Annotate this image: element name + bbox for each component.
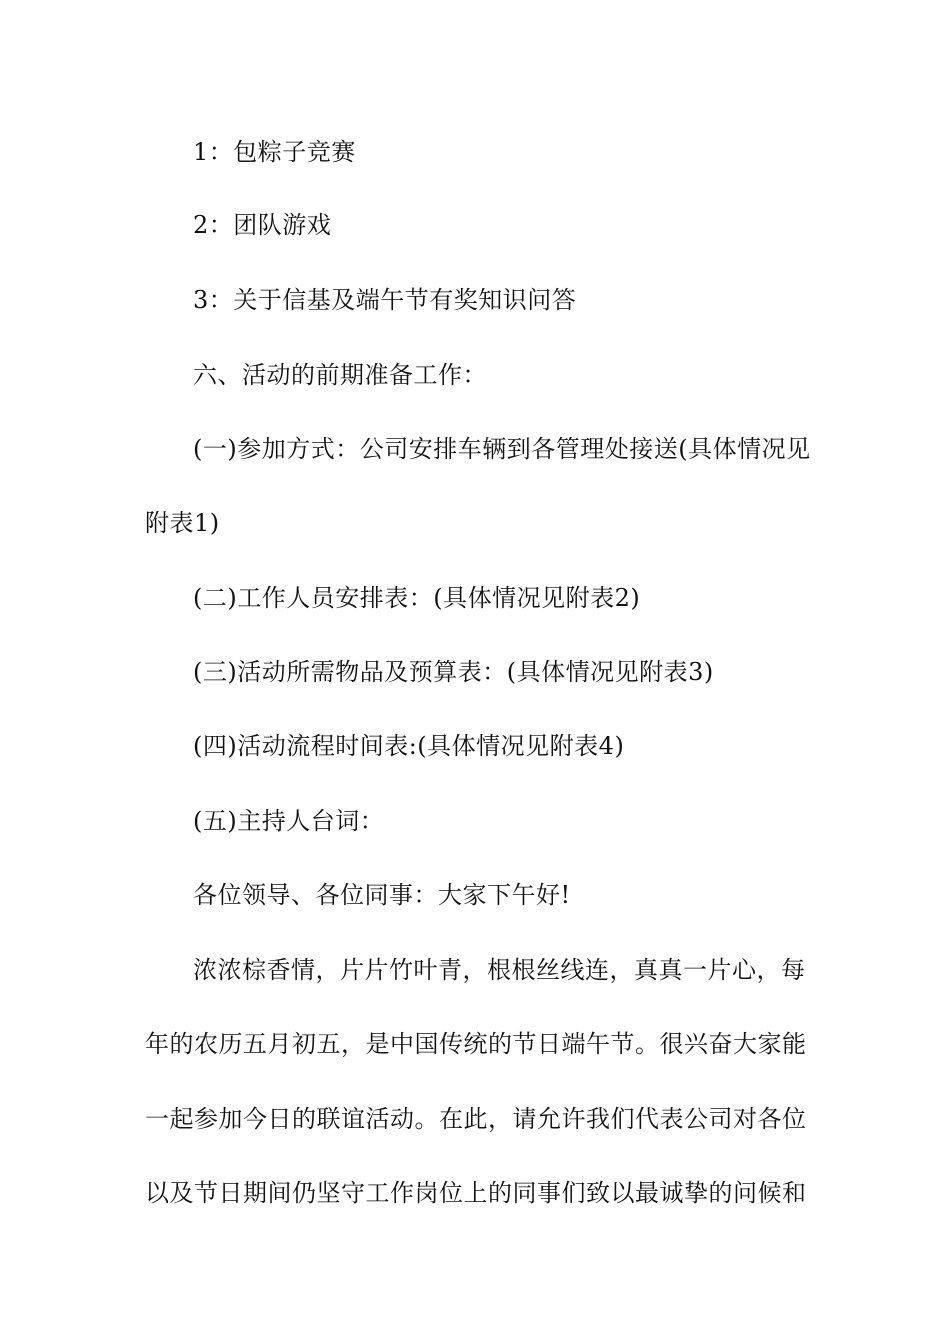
paragraph-process-timeline: (四)活动流程时间表:(具体情况见附表4) [193, 732, 625, 760]
paragraph-staff-schedule: (二)工作人员安排表：(具体情况见附表2) [193, 584, 641, 612]
paragraph-participation-line-1: (一)参加方式：公司安排车辆到各管理处接送(具体情况见 [193, 435, 811, 463]
paragraph-speech-line-1: 浓浓棕香情，片片竹叶青，根根丝线连，真真一片心，每 [193, 956, 806, 984]
paragraph-speech-line-4: 以及节日期间仍坚守工作岗位上的同事们致以最诚挚的问候和 [145, 1179, 807, 1207]
list-item-rice-dumpling-contest: 1：包粽子竞赛 [193, 138, 356, 166]
paragraph-speech-line-2: 年的农历五月初五，是中国传统的节日端午节。很兴奋大家能 [145, 1030, 807, 1058]
paragraph-greeting: 各位领导、各位同事：大家下午好! [193, 881, 571, 909]
paragraph-participation-line-2: 附表1) [145, 509, 220, 537]
list-item-quiz: 3：关于信基及端午节有奖知识问答 [193, 286, 577, 314]
paragraph-host-script-heading: (五)主持人台词： [193, 807, 385, 835]
paragraph-speech-line-3: 一起参加今日的联谊活动。在此，请允许我们代表公司对各位 [145, 1105, 807, 1133]
list-item-team-games: 2：团队游戏 [193, 211, 332, 239]
paragraph-supplies-budget: (三)活动所需物品及预算表：(具体情况见附表3) [193, 658, 714, 686]
section-heading-preparation: 六、活动的前期准备工作： [193, 361, 487, 389]
